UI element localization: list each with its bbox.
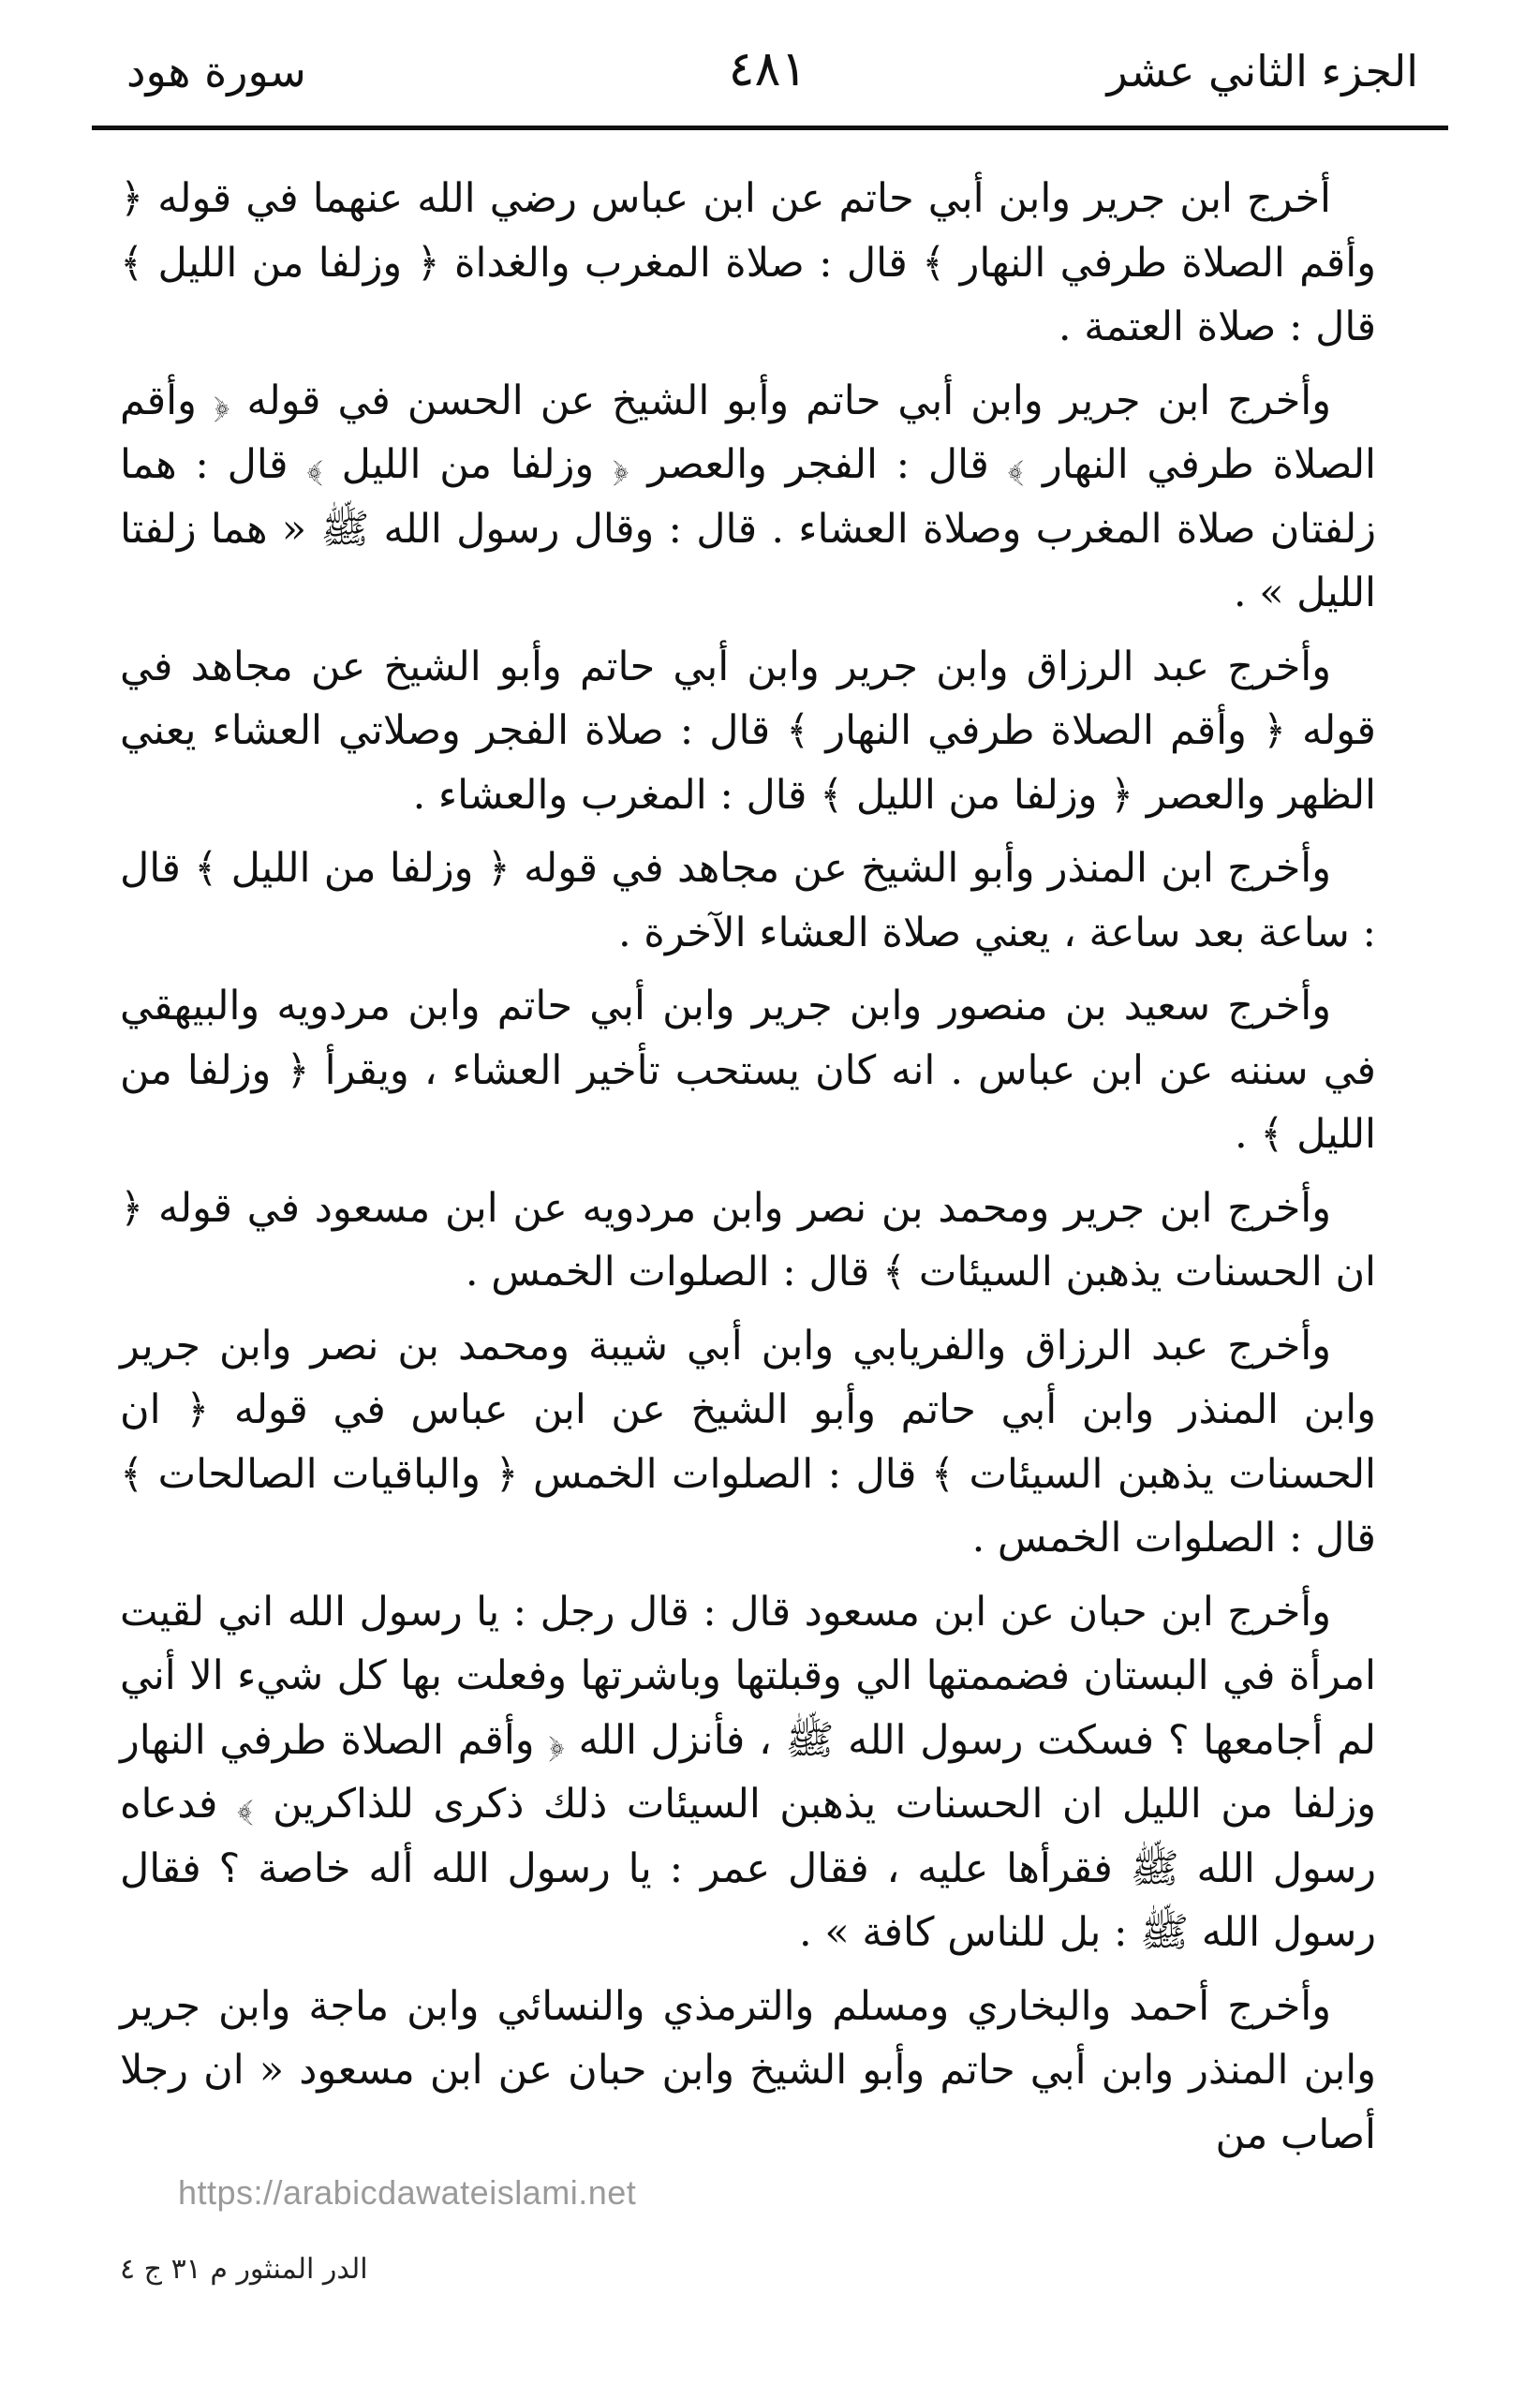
paragraph: أخرج ابن جرير وابن أبي حاتم عن ابن عباس رضي الله عنهما في قوله ﴿ وأقم الصلاة طرفي النهار ﴾ قال : صلاة المغرب والغداة ﴿ وزلفا من الليل ﴾ قال : صلاة العتمة .: [120, 175, 1376, 350]
paragraph: وأخرج أحمد والبخاري ومسلم والترمذي والنسائي وابن ماجة وابن جرير وابن المنذر وابن أبي حاتم وأبو الشيخ وابن حبان عن ابن مسعود « ان رجلا أصاب من: [120, 1982, 1376, 2158]
page-header: [89, 28, 1446, 122]
header-divider: [92, 126, 1448, 130]
paragraph: وأخرج ابن جرير ومحمد بن نصر وابن مردويه عن ابن مسعود في قوله ﴿ ان الحسنات يذهبن السيئات ﴾ قال : الصلوات الخمس .: [120, 1184, 1376, 1296]
paragraph: وأخرج ابن حبان عن ابن مسعود قال : قال رجل : يا رسول الله اني لقيت امرأة في البستان فضممتها الي وقبلتها وباشرتها وفعلت بها كل شيء الا أني لم أجامعها ؟ فسكت رسول الله ﷺ ، فأنزل الله ﴿ وأقم الصلاة طرفي النهار وزلفا من الليل ان الحسنات يذهبن السيئات ذلك ذكرى للذاكرين ﴾ فدعاه رسول الله ﷺ فقرأها عليه ، فقال عمر : يا رسول الله أله خاصة ؟ فقال رسول الله ﷺ : بل للناس كافة » .: [120, 1588, 1376, 1956]
part-label: الجزء الثاني عشر: [1106, 46, 1418, 96]
watermark-url: https://arabicdawateislami.net: [178, 2173, 637, 2212]
paragraph: وأخرج عبد الرزاق وابن جرير وابن أبي حاتم وأبو الشيخ عن مجاهد في قوله ﴿ وأقم الصلاة طرفي النهار ﴾ قال : صلاة الفجر وصلاتي العشاء يعني الظهر والعصر ﴿ وزلفا من الليل ﴾ قال : المغرب والعشاء .: [120, 643, 1376, 819]
footer-signature: الدر المنثور م ٣١ ج ٤: [120, 2253, 368, 2286]
paragraph: وأخرج ابن المنذر وأبو الشيخ عن مجاهد في قوله ﴿ وزلفا من الليل ﴾ قال : ساعة بعد ساعة ، يعني صلاة العشاء الآخرة .: [120, 845, 1376, 956]
paragraph: وأخرج ابن جرير وابن أبي حاتم وأبو الشيخ عن الحسن في قوله ﴿ وأقم الصلاة طرفي النهار ﴾ قال : الفجر والعصر ﴿ وزلفا من الليل ﴾ قال : هما زلفتان صلاة المغرب وصلاة العشاء . قال : وقال رسول الله ﷺ « هما زلفتا الليل » .: [120, 377, 1376, 616]
paragraph: وأخرج سعيد بن منصور وابن جرير وابن أبي حاتم وابن مردويه والبيهقي في سننه عن ابن عباس . انه كان يستحب تأخير العشاء ، ويقرأ ﴿ وزلفا من الليل ﴾ .: [120, 983, 1376, 1158]
page-number: ٤٨١: [728, 41, 807, 97]
surah-label: سورة هود: [126, 46, 306, 96]
paragraph: وأخرج عبد الرزاق والفريابي وابن أبي شيبة ومحمد بن نصر وابن جرير وابن المنذر وابن أبي حاتم وأبو الشيخ عن ابن عباس في قوله ﴿ ان الحسنات يذهبن السيئات ﴾ قال : الصلوات الخمس ﴿ والباقيات الصالحات ﴾ قال : الصلوات الخمس .: [120, 1322, 1377, 1562]
main-text: [120, 167, 1376, 2176]
